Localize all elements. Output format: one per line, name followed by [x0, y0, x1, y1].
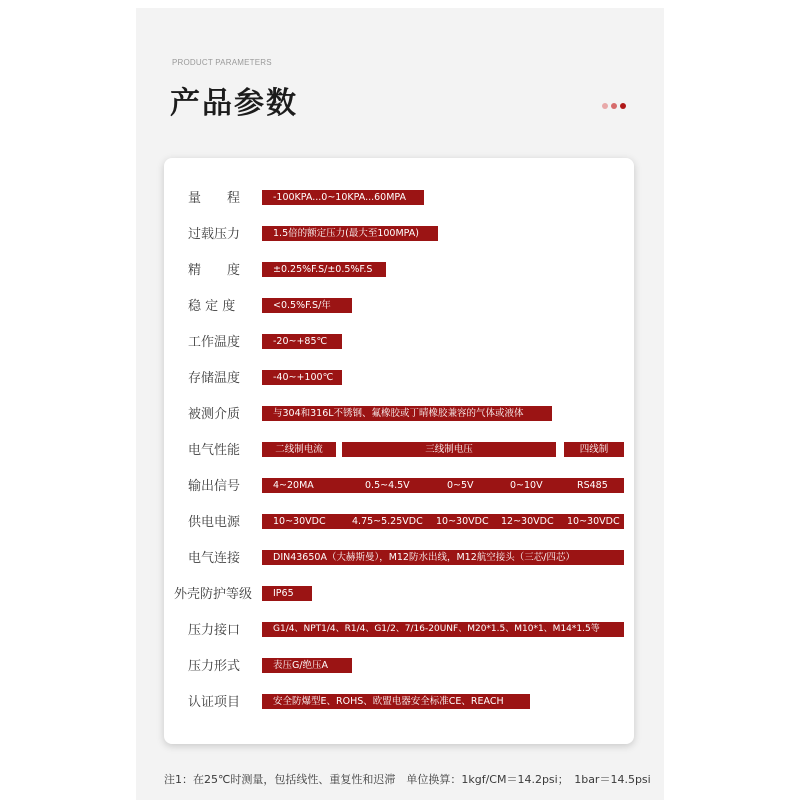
- param-value-bar: G1/4、NPT1/4、R1/4、G1/2、7/16-20UNF、M20*1.5、M10*1、M14*1.5等: [262, 622, 624, 637]
- param-row-pressure-type: [164, 656, 634, 678]
- param-row-range: [164, 188, 634, 210]
- param-value-bar: -40~+100℃: [262, 370, 342, 385]
- param-value-bar: DIN43650A（大赫斯曼），M12防水出线，M12航空接头（三芯/四芯）: [262, 550, 624, 565]
- param-value-segment: 0~10V: [510, 480, 543, 491]
- param-value-segment: 0~5V: [447, 480, 474, 491]
- param-label: 稳 定 度: [188, 299, 236, 314]
- param-label: 工作温度: [188, 335, 241, 350]
- param-label: 过载压力: [188, 227, 241, 242]
- param-value-bar: 安全防爆型E、ROHS、欧盟电器安全标准CE、REACH: [262, 694, 530, 709]
- param-value-bar: -100KPA...0~10KPA...60MPA: [262, 190, 424, 205]
- param-value-bar: -20~+85℃: [262, 334, 342, 349]
- param-row-output: [164, 476, 634, 498]
- param-value-segment: 4.75~5.25VDC: [352, 516, 423, 527]
- param-row-storage-temp: [164, 368, 634, 390]
- param-value-segment: 10~30VDC: [436, 516, 489, 527]
- param-value-bar: 与304和316L不锈钢、氟橡胶或丁晴橡胶兼容的气体或液体: [262, 406, 552, 421]
- decorative-dots: [602, 103, 626, 109]
- param-value-bar: 四线制: [564, 442, 624, 457]
- param-value-segment: 4~20MA: [273, 480, 314, 491]
- param-value-bar: 二线制电流: [262, 442, 336, 457]
- param-row-medium: [164, 404, 634, 426]
- param-label: 存储温度: [188, 371, 241, 386]
- param-label: 精 度: [188, 263, 241, 278]
- param-value-bar: 三线制电压: [342, 442, 556, 457]
- param-label: 输出信号: [188, 479, 241, 494]
- param-label: 电气连接: [188, 551, 241, 566]
- param-label: 压力接口: [188, 623, 241, 638]
- param-row-work-temp: [164, 332, 634, 354]
- param-value-segment: 0.5~4.5V: [365, 480, 410, 491]
- param-row-stability: [164, 296, 634, 318]
- param-value-segment: 12~30VDC: [501, 516, 554, 527]
- param-row-electrical: [164, 440, 634, 462]
- param-row-interface: [164, 620, 634, 642]
- param-label: 外壳防护等级: [174, 587, 253, 602]
- param-value-bar: IP65: [262, 586, 312, 601]
- param-label: 被测介质: [188, 407, 241, 422]
- param-value-bar: 1.5倍的额定压力(最大至100MPA): [262, 226, 438, 241]
- param-row-certification: [164, 692, 634, 714]
- param-label: 电气性能: [188, 443, 241, 458]
- param-value-segment: RS485: [577, 480, 608, 491]
- param-row-accuracy: [164, 260, 634, 282]
- param-value-bar: 表压G/绝压A: [262, 658, 352, 673]
- param-value-segment: 10~30VDC: [273, 516, 326, 527]
- param-row-overload: [164, 224, 634, 246]
- param-value-bar: <0.5%F.S/年: [262, 298, 352, 313]
- param-label: 量 程: [188, 191, 241, 206]
- page-title: 产品参数: [170, 86, 298, 121]
- param-label: 供电电源: [188, 515, 241, 530]
- dot-dark-icon: [620, 103, 626, 109]
- param-label: 压力形式: [188, 659, 241, 674]
- dot-medium-icon: [611, 103, 617, 109]
- param-row-supply: [164, 512, 634, 534]
- footnote: 注1：在25℃时测量，包括线性、重复性和迟滞 单位换算：1kgf/CM＝14.2psi； 1bar＝14.5psi: [164, 773, 651, 786]
- param-row-protection: [164, 584, 634, 606]
- param-value-bar: ±0.25%F.S/±0.5%F.S: [262, 262, 386, 277]
- product-parameters-page: [136, 8, 664, 800]
- parameters-card: [164, 158, 634, 744]
- section-subtitle: PRODUCT PARAMETERS: [172, 58, 272, 67]
- param-value-bar: [262, 478, 624, 493]
- param-value-segment: 10~30VDC: [567, 516, 620, 527]
- param-value-bar: [262, 514, 624, 529]
- param-label: 认证项目: [188, 695, 241, 710]
- dot-light-icon: [602, 103, 608, 109]
- param-row-connection: [164, 548, 634, 570]
